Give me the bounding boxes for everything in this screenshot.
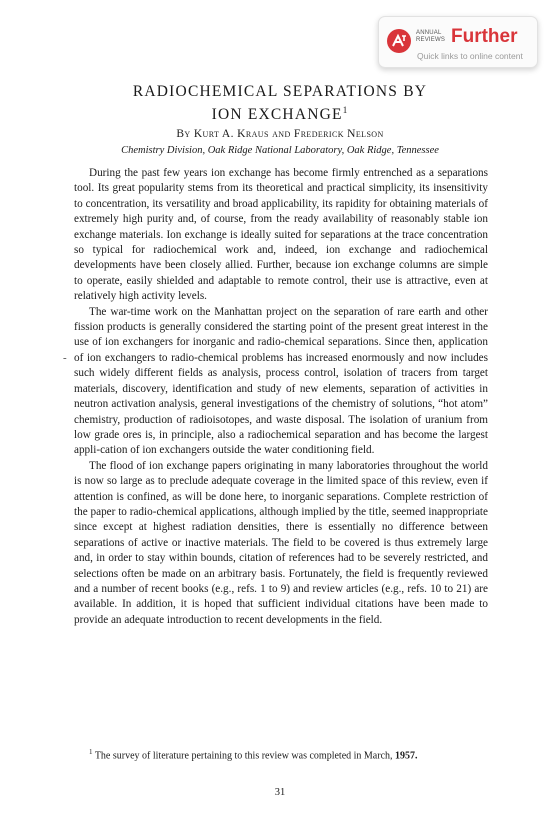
further-links-badge[interactable] <box>378 16 538 68</box>
body-paragraph: The flood of ion exchange papers originating in many laboratories throughout the world is now so large as to preclude adequate coverage in the limited space of this review, even if attention is confined, as will be done here, to inorganic separations. Complete restriction of the paper to radio-chemical applications, although implied by the title, seemed inappropriate since except at highest radiation densities, there is essentially no difference between separations of active or inactive materials. The field to be covered is thus extremely large and, in order to stay within bounds, citation of references had to be severely restricted, and selections often be made on an arbitrary basis. Fortunately, the field is frequently reviewed and a number of recent books (e.g., refs. 1 to 9) and review articles (e.g., refs. 10 to 21) are available. In addition, it is hoped that sufficient individual citations have been made to provide an adequate introduction to recent developments in the field. <box>74 459 488 626</box>
title-line-2: ION EXCHANGE <box>211 106 343 124</box>
title-footnote-mark: 1 <box>342 105 349 115</box>
margin-mark: - <box>63 352 67 364</box>
footnote-year: 1957. <box>395 750 418 762</box>
page-number: 31 <box>274 787 286 798</box>
article-body <box>74 166 488 628</box>
footnote-text: The survey of literature pertaining to this review was completed in March, <box>94 750 393 762</box>
body-paragraph: The war-time work on the Manhattan project on the separation of rare earth and other fission products is generally considered the starting point of the present great interest in the use of ion exchangers for inorganic and radio-chemical separations. Since then, application of ion exchangers to radio-chemical problems has increased enormously and now includes such widely different fields as analysis, process control, isolation of tracers from target materials, discovery, identification and study of new elements, separation of activities in neutron activation analysis, general investigations of the chemistry of solutions, “hot atom” chemistry, production of radioisotopes, and waste disposal. The isolation of uranium from low grade ores is, in principle, also a radiochemical separation and has become the largest appli-cation of ion exchangers outside the water conditioning field. <box>74 305 488 457</box>
badge-further-label: Further <box>451 26 518 47</box>
article-authors: By Kurt A. Kraus and Frederick Nelson <box>176 128 384 140</box>
title-line-1: RADIOCHEMICAL SEPARATIONS BY <box>132 83 428 100</box>
article-title <box>70 82 490 124</box>
badge-annual-reviews-label: ANNUAL REVIEWS <box>416 30 446 43</box>
body-paragraph: During the past few years ion exchange has become firmly entrenched as a separations tool. Its great popularity stems from its theoretical and practical simplicity, its insensitivity to concentration, its versatility and broad applicability, its rapidity for obtaining materials of extremely high purity and, of course, from the ready availability of reasonably stable ion exchange materials. Ion exchange is ideally suited for separations at the trace concentration so typical for radiochemical work and, indeed, ion exchange and radiochemical developments have been closely allied. Further, because ion exchange columns are simple to operate, easily shielded and adaptable to remote control, their use is attractive, even at relatively high activity levels. <box>74 167 488 303</box>
article-affiliation: Chemistry Division, Oak Ridge National Laboratory, Oak Ridge, Tennessee <box>121 145 439 156</box>
footnote-mark: 1 <box>89 748 93 756</box>
annual-reviews-logo-icon <box>387 29 411 53</box>
footnote <box>74 746 488 762</box>
badge-subtitle: Quick links to online content <box>417 51 523 61</box>
